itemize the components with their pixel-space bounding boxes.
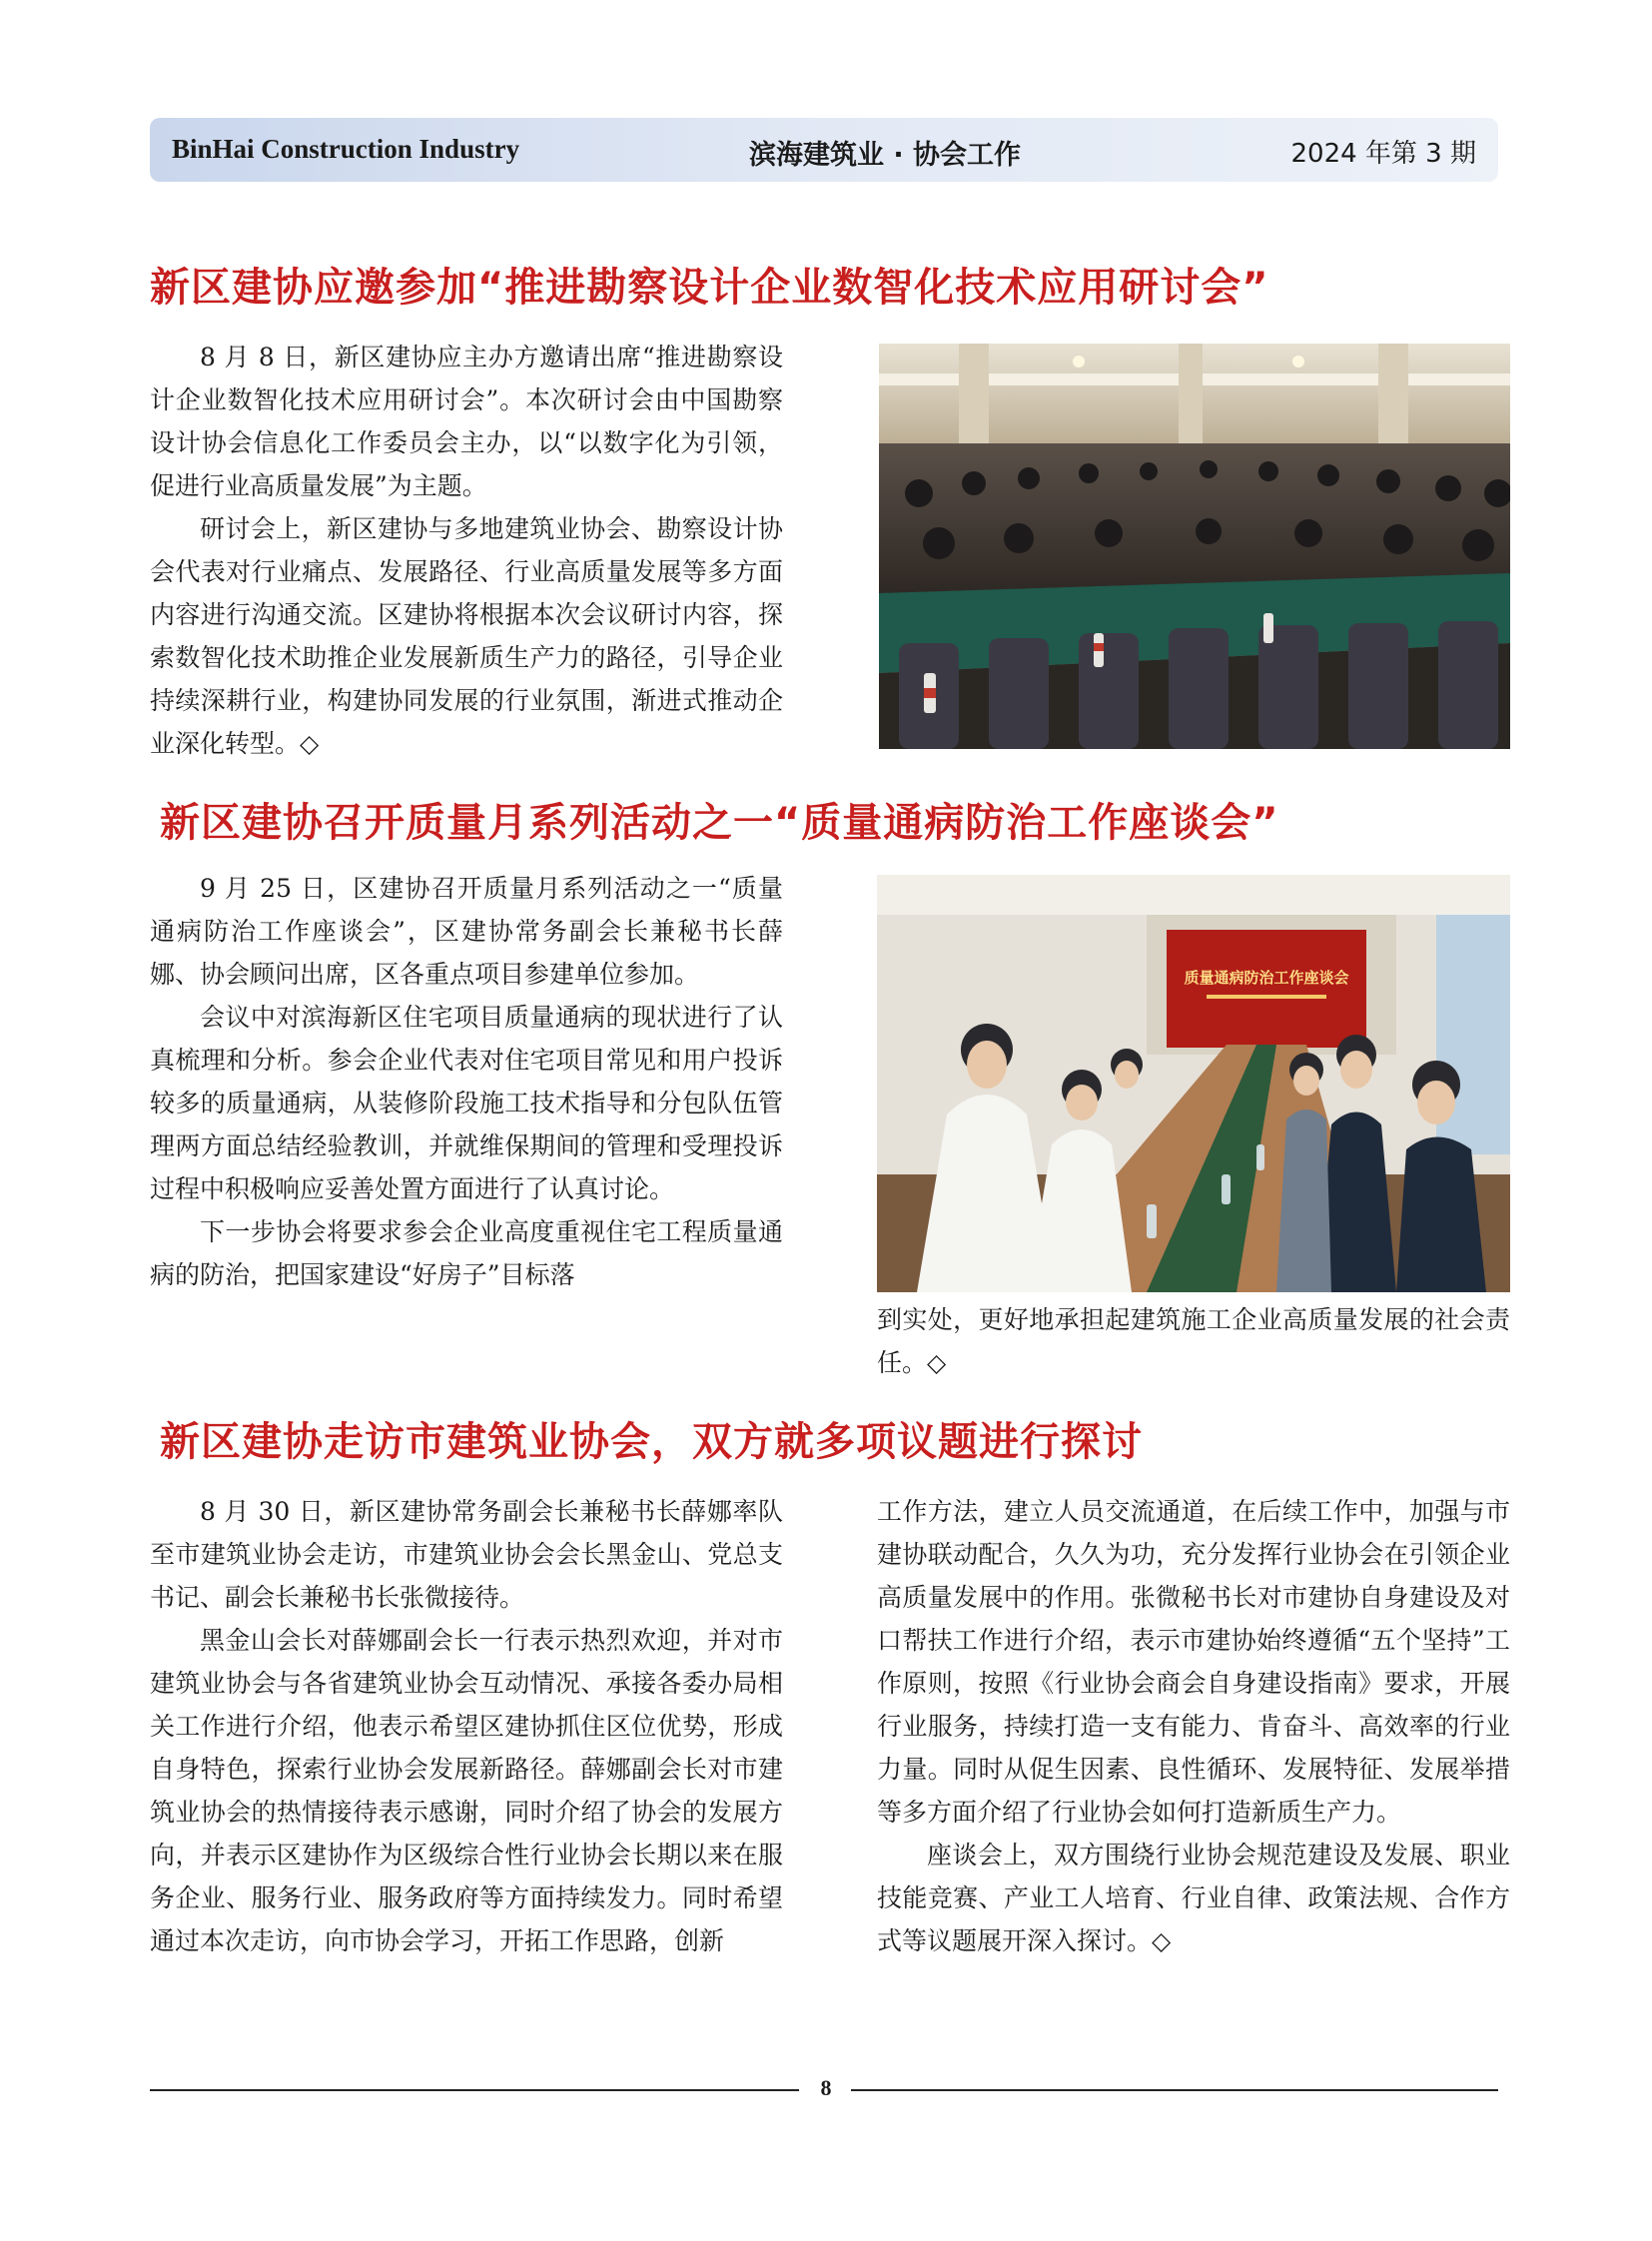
meeting-room-image xyxy=(877,875,1510,1292)
screen-title: 质量通病防治工作座谈会 xyxy=(1184,969,1349,987)
article3-paragraph: 工作方法，建立人员交流通道，在后续工作中，加强与市建协联动配合，久久为功，充分发挥行业协会在引领企业高质量发展中的作用。张微秘书长对市建协自身建设及对口帮扶工作进行介绍，表示市建协始终遵循“五个坚持”工作原则，按照《行业协会商会自身建设指南》要求，开展行业服务，持续打造一支有能力、肯奋斗、高效率的行业力量。同时从促生因素、良性循环、发展特征、发展举措等多方面介绍了行业协会如何打造新质生产力。 xyxy=(877,1497,1510,1827)
article2-paragraph: 9 月 25 日，区建协召开质量月系列活动之一“质量通病防治工作座谈会”，区建协常务副会长兼秘书长薛娜、协会顾问出席，区各重点项目参建单位参加。 xyxy=(150,874,783,989)
article3-paragraph: 黑金山会长对薛娜副会长一行表示热烈欢迎，并对市建筑业协会与各省建筑业协会互动情况、承接各委办局相关工作进行介绍，他表示希望区建协抓住区位优势，形成自身特色，探索行业协会发展新路径。薛娜副会长对市建筑业协会的热情接待表示感谢，同时介绍了协会的发展方向，并表示区建协作为区级综合性行业协会长期以来在服务企业、服务行业、服务政府等方面持续发力。同时希望通过本次走访，向市协会学习，开拓工作思路，创新 xyxy=(150,1626,783,1955)
journal-name-english: BinHai Construction Industry xyxy=(172,134,520,164)
article2-paragraph: 下一步协会将要求参会企业高度重视住宅工程质量通病的防治，把国家建设“好房子”目标落 xyxy=(150,1217,783,1289)
article3-paragraph: 8 月 30 日，新区建协常务副会长兼秘书长薛娜率队至市建筑业协会走访，市建筑业协会会长黑金山、党总支书记、副会长兼秘书长张微接待。 xyxy=(150,1497,783,1612)
page-header xyxy=(150,118,1498,182)
article3-title: 新区建协走访市建筑业协会，双方就多项议题进行探讨 xyxy=(160,1419,1143,1465)
footer-rule-right xyxy=(851,2089,1498,2091)
article2-body xyxy=(150,867,783,1296)
conference-hall-image xyxy=(879,344,1510,749)
page-number: 8 xyxy=(820,2075,832,2100)
article1-title: 新区建协应邀参加“推进勘察设计企业数智化技术应用研讨会” xyxy=(150,265,1269,311)
article2-paragraph-continued: 到实处，更好地承担起建筑施工企业高质量发展的社会责任。◇ xyxy=(877,1305,1510,1377)
article1-body xyxy=(150,336,783,765)
article3-paragraph: 座谈会上，双方围绕行业协会规范建设及发展、职业技能竞赛、产业工人培育、行业自律、政策法规、合作方式等议题展开深入探讨。◇ xyxy=(877,1841,1510,1955)
article2-body-continued xyxy=(877,1298,1510,1384)
article3-right-column xyxy=(877,1490,1510,1962)
meeting-room-photo xyxy=(877,875,1510,1292)
article2-paragraph: 会议中对滨海新区住宅项目质量通病的现状进行了认真梳理和分析。参会企业代表对住宅项目常见和用户投诉较多的质量通病，从装修阶段施工技术指导和分包队伍管理两方面总结经验教训，并就维保期间的管理和受理投诉过程中积极响应妥善处置方面进行了认真讨论。 xyxy=(150,1003,783,1203)
issue-number: 2024 年第 3 期 xyxy=(1290,139,1476,169)
conference-hall-photo xyxy=(879,344,1510,749)
article1-paragraph: 研讨会上，新区建协与多地建筑业协会、勘察设计协会代表对行业痛点、发展路径、行业高质量发展等多方面内容进行沟通交流。区建协将根据本次会议研讨内容，探索数智化技术助推企业发展新质生产力的路径，引导企业持续深耕行业，构建协同发展的行业氛围，渐进式推动企业深化转型。◇ xyxy=(150,514,783,758)
article3-left-column xyxy=(150,1490,783,1962)
footer-rule-left xyxy=(150,2089,799,2091)
journal-section-title: 滨海建筑业 · 协会工作 xyxy=(749,140,1022,171)
article1-paragraph: 8 月 8 日，新区建协应主办方邀请出席“推进勘察设计企业数智化技术应用研讨会”。本次研讨会由中国勘察设计协会信息化工作委员会主办，以“以数字化为引领，促进行业高质量发展”为主题。 xyxy=(150,343,783,500)
article2-title: 新区建协召开质量月系列活动之一“质量通病防治工作座谈会” xyxy=(160,800,1279,846)
